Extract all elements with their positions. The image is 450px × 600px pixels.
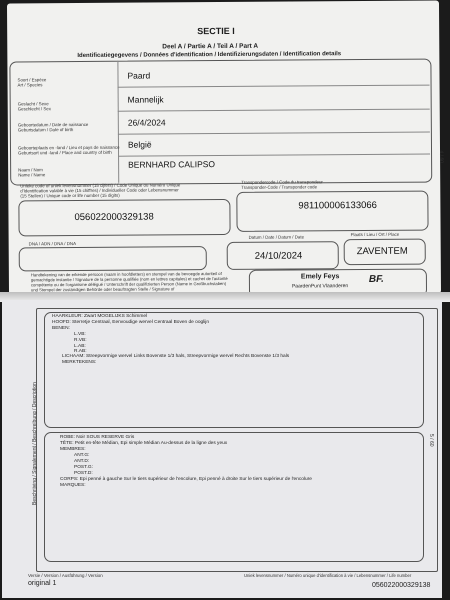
birthplace-value: België [127,139,152,150]
section-title: SECTIE I [197,25,235,37]
dna-label: DNA / ADN / DNA / DNA [28,241,77,247]
dob-value: 26/4/2024 [127,117,166,128]
side-label: Beschrijving / Signalement / Beschreibung / Description [32,382,38,505]
dob-label: Geboortedatum / Date de naissance Geburtsdatum / Date of birth [17,121,89,133]
signer-logo: BF. [368,273,384,285]
desc-fr-6: POST.D: [74,471,93,476]
transponder-value: 981100006133066 [298,199,377,212]
desc-nl-3: L.VB: [74,332,86,337]
sex-value: Mannelijk [127,94,164,105]
desc-nl-4: R.VB: [74,338,87,343]
identification-page [7,0,445,296]
desc-nl-5: L.AB: [74,344,86,349]
sex-label: Geslacht / Sexe Geschlecht / Sex [17,101,51,112]
species-value: Paard [127,70,151,81]
desc-fr-7: CORPS: Epi penné à gauche Sur le tiers supérieur de l'encolure, Epi penné à droite Sur le tiers supérieur de l'encolure [60,477,312,482]
place-value: ZAVENTEM [356,245,408,258]
desc-nl-2: BENEN: [52,326,70,331]
desc-nl-8: MERKTEKENS: [62,360,97,365]
desc-nl-7: LICHAAM: Streepvormige wervel Links Bovenste 1/3 hals, Streepvormige wervel Rechts Bovenste 1/3 hals [62,354,290,359]
part-title: Deel A / Partie A / Teil A / Part A [162,42,259,51]
signer-org: PaardenPunt Vlaanderen [291,283,349,290]
ueln-value: 056022000329138 [74,211,154,224]
ueln-label: Unieke code of uniek levensnummer (15 cijfers) / Code Unique ou Numéro Unique d'Identification valable à vie (15 chiffres) / Individueller Code oder Lebensnummer (15 Stellen) / Unique code or life number (15 digits) [20,182,181,199]
transponder-label: Transpondercode / Code du transpondeur Transponder-Code / Transponder code [241,179,323,190]
date-label: Datum / Date / Datum / Date [248,234,305,240]
desc-fr-1: TÊTE: Petit en-tête Médian, Epi simple Médian Au-dessus de la ligne des yeux [60,441,228,446]
name-label: Naam / Nom Name / Name [18,167,46,178]
name-value: BERNHARD CALIPSO [128,159,216,170]
date-value: 24/10/2024 [254,250,303,262]
desc-fr-2: MEMBRES: [60,447,86,452]
version-value: original 1 [28,580,57,587]
birthplace-label: Geboorteplaats en -land / Lieu et pays de naissance Geburtsort und -land / Place and country of birth [17,144,120,156]
signature-text: Handtekening van de erkende persoon (naam in hoofdletters) en stempel van de bevoegde autoriteit of gemachtigde instantie / Signature de la personne qualifiée (nom en lettres capitales) et cachet de l'autorité compétente ou de l'organisme délégué / Unterschrift der qualifizierten Person (Name in Großbuchstaben) und Stempel der zuständigen Behörde oder beauftragten Stelle / Signature of [30,271,228,293]
description-nl-box [44,312,424,428]
desc-fr-8: MARQUES: [60,483,86,488]
dna-box [19,246,207,271]
desc-nl-1: HOOFD: Sterretje Centraal, Eenvoudige wervel Centraal Boven de ooglijn [52,320,210,325]
page-number-bottom: 5 / 60 [428,434,434,447]
version-label: Versie / Version / Ausführung / Version [28,573,103,578]
description-page [2,300,442,598]
footer-ueln-value: 056022000329138 [372,582,431,589]
desc-fr-4: ANT.D: [74,459,90,464]
description-fr-box [44,432,424,562]
desc-fr-0: ROBE: Noir SOUS RESERVE Gris [60,435,135,440]
desc-fr-3: ANT.G: [74,453,90,458]
desc-nl-6: R.AB: [74,349,87,354]
desc-nl-0: HAARKLEUR: Zwart MOGELIJKS Schimmel [52,314,148,319]
details-subtitle: Identificatiegegevens / Données d'identification / Identifizierungsdaten / Identification details [77,51,342,60]
footer-ueln-label: Uniek levensnummer / Numéro unique d'identification à vie / Lebensnummer / Life number [244,573,412,578]
place-label: Plaats / Lieu / Ort / Place [350,231,400,238]
page-number-top: 4 / 60 [438,150,445,164]
species-label: Soort / Espèce Art / Species [17,77,47,88]
desc-fr-5: POST.G: [74,465,93,470]
signer-name: Emely Feys [300,273,340,281]
